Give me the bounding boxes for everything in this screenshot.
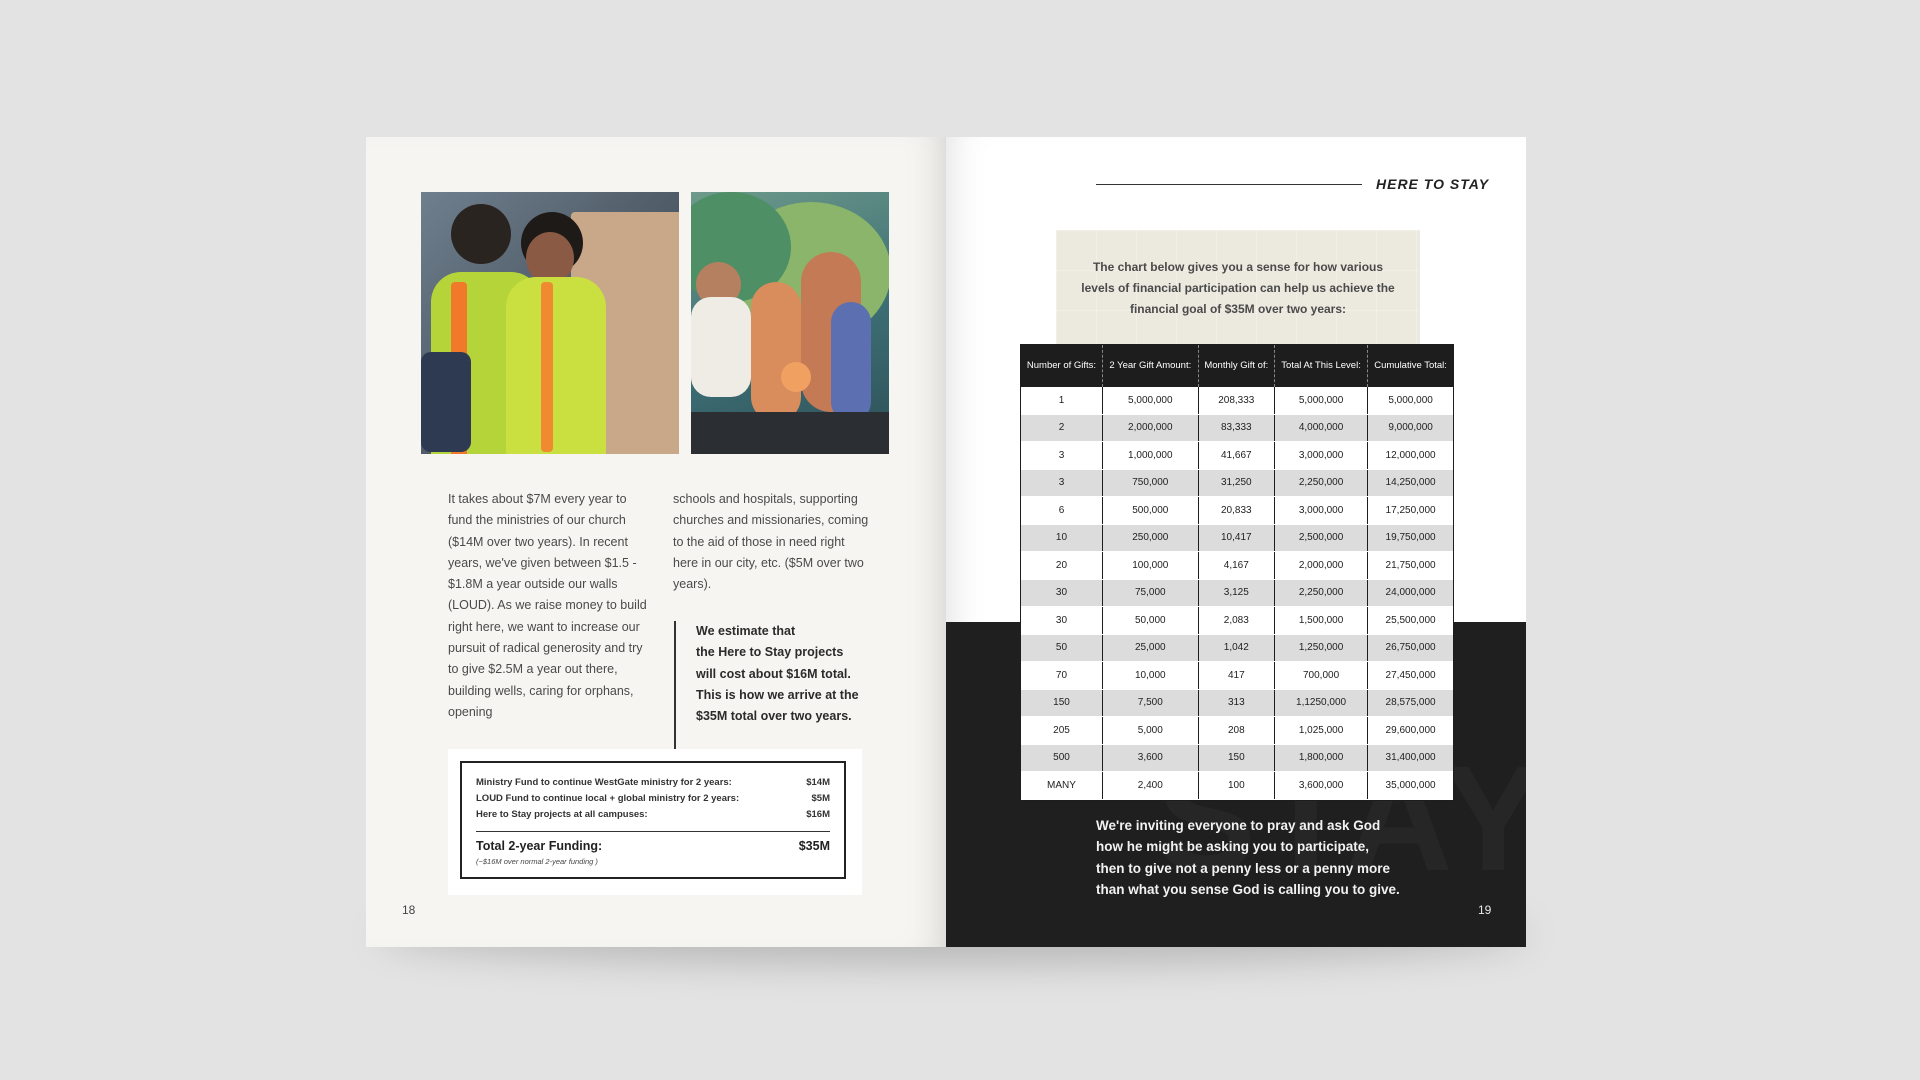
table-cell: 150 xyxy=(1198,744,1274,772)
table-cell: 5,000,000 xyxy=(1102,387,1198,414)
table-row xyxy=(1021,552,1453,580)
table-cell: 27,450,000 xyxy=(1368,662,1453,690)
table-cell: 700,000 xyxy=(1274,662,1367,690)
table-cell: 3,000,000 xyxy=(1274,442,1367,470)
table-cell: 1,1250,000 xyxy=(1274,689,1367,717)
closing-line: how he might be asking you to participate, xyxy=(1096,839,1370,855)
table-row xyxy=(1021,662,1453,690)
table-cell: 1,250,000 xyxy=(1274,634,1367,662)
left-page xyxy=(366,137,946,947)
table-cell: 1,800,000 xyxy=(1274,744,1367,772)
table-cell: 1,042 xyxy=(1198,634,1274,662)
table-cell: 2,000,000 xyxy=(1102,414,1198,442)
table-cell: 205 xyxy=(1021,717,1102,745)
table-cell: 100,000 xyxy=(1102,552,1198,580)
table-cell: 10,417 xyxy=(1198,524,1274,552)
table-cell: 25,000 xyxy=(1102,634,1198,662)
table-cell: 150 xyxy=(1021,689,1102,717)
table-cell: 30 xyxy=(1021,607,1102,635)
table-row xyxy=(1021,497,1453,525)
table-cell: 26,750,000 xyxy=(1368,634,1453,662)
column-header: Monthly Gift of: xyxy=(1198,345,1274,387)
funding-row xyxy=(476,807,830,823)
table-cell: 3,000,000 xyxy=(1274,497,1367,525)
gift-chart-table xyxy=(1021,345,1453,800)
section-header: HERE TO STAY xyxy=(1376,176,1490,192)
table-cell: 20,833 xyxy=(1198,497,1274,525)
funding-amount: $14M xyxy=(806,777,830,788)
table-row xyxy=(1021,634,1453,662)
table-cell: 28,575,000 xyxy=(1368,689,1453,717)
table-cell: 3,125 xyxy=(1198,579,1274,607)
table-cell: 30 xyxy=(1021,579,1102,607)
table-cell: 500,000 xyxy=(1102,497,1198,525)
mural-painting-photo xyxy=(691,192,889,454)
callout-line: the Here to Stay projects xyxy=(696,645,844,660)
table-cell: 417 xyxy=(1198,662,1274,690)
column-header: Total At This Level: xyxy=(1274,345,1367,387)
table-cell: 19,750,000 xyxy=(1368,524,1453,552)
table-cell: 2,500,000 xyxy=(1274,524,1367,552)
column-header: 2 Year Gift Amount: xyxy=(1102,345,1198,387)
table-row xyxy=(1021,579,1453,607)
table-cell: 1,000,000 xyxy=(1102,442,1198,470)
volunteers-in-safety-vests-photo xyxy=(421,192,679,454)
table-cell: 4,167 xyxy=(1198,552,1274,580)
table-cell: 17,250,000 xyxy=(1368,497,1453,525)
callout-line: This is how we arrive at the xyxy=(696,687,859,702)
funding-box xyxy=(460,761,846,879)
table-cell: 3 xyxy=(1021,469,1102,497)
table-cell: 10 xyxy=(1021,524,1102,552)
table-row xyxy=(1021,717,1453,745)
page-number-right: 19 xyxy=(1478,903,1492,917)
table-cell: 250,000 xyxy=(1102,524,1198,552)
table-cell: 7,500 xyxy=(1102,689,1198,717)
table-cell: 31,400,000 xyxy=(1368,744,1453,772)
intro-box xyxy=(1056,230,1420,348)
table-row xyxy=(1021,414,1453,442)
closing-line: than what you sense God is calling you to give. xyxy=(1096,881,1400,897)
table-cell: 10,000 xyxy=(1102,662,1198,690)
table-cell: 29,600,000 xyxy=(1368,717,1453,745)
table-cell: 21,750,000 xyxy=(1368,552,1453,580)
closing-line: We're inviting everyone to pray and ask God xyxy=(1096,818,1381,833)
table-cell: 50,000 xyxy=(1102,607,1198,635)
funding-amount: $16M xyxy=(806,809,830,820)
table-cell: 9,000,000 xyxy=(1368,414,1453,442)
funding-row xyxy=(476,791,830,807)
estimate-callout xyxy=(674,621,896,755)
table-cell: 3,600,000 xyxy=(1274,772,1367,800)
funding-note: (~$16M over normal 2-year funding ) xyxy=(476,857,598,866)
body-text-column-2: schools and hospitals, supporting churches and missionaries, coming to the aid of those in need right here in our city, etc. ($5M over two years). xyxy=(673,492,869,592)
funding-total-row xyxy=(476,839,830,853)
table-cell: 5,000,000 xyxy=(1368,387,1453,414)
funding-label: LOUD Fund to continue local + global ministry for 2 years: xyxy=(476,793,740,804)
column-header: Cumulative Total: xyxy=(1368,345,1453,387)
body-text-column-1: It takes about $7M every year to fund the ministries of our church ($14M over two years). In recent years, we've given between $1.5 - $1.8M a year outside our walls (LOUD). As we raise money to build right here, we want to increase our pursuit of radical generosity and try to give $2.5M a year out there, building wells, caring for orphans, opening xyxy=(448,492,647,719)
right-page xyxy=(946,137,1526,947)
table-cell: 208 xyxy=(1198,717,1274,745)
table-cell: 2,250,000 xyxy=(1274,469,1367,497)
table-cell: 4,000,000 xyxy=(1274,414,1367,442)
table-cell: 70 xyxy=(1021,662,1102,690)
table-row xyxy=(1021,744,1453,772)
table-cell: 35,000,000 xyxy=(1368,772,1453,800)
funding-label: Ministry Fund to continue WestGate ministry for 2 years: xyxy=(476,777,732,788)
table-cell: 2,400 xyxy=(1102,772,1198,800)
funding-row xyxy=(476,775,830,791)
table-cell: 1 xyxy=(1021,387,1102,414)
funding-divider xyxy=(476,831,830,832)
table-cell: 100 xyxy=(1198,772,1274,800)
table-cell: 6 xyxy=(1021,497,1102,525)
table-cell: 12,000,000 xyxy=(1368,442,1453,470)
table-cell: 313 xyxy=(1198,689,1274,717)
table-cell: 2,083 xyxy=(1198,607,1274,635)
table-cell: 5,000 xyxy=(1102,717,1198,745)
table-cell: 3 xyxy=(1021,442,1102,470)
table-cell: 14,250,000 xyxy=(1368,469,1453,497)
page-number-left: 18 xyxy=(402,903,416,917)
table-cell: 24,000,000 xyxy=(1368,579,1453,607)
table-cell: 31,250 xyxy=(1198,469,1274,497)
callout-line: We estimate that xyxy=(696,624,796,638)
table-header-row xyxy=(1021,345,1453,387)
funding-summary xyxy=(448,749,862,895)
table-cell: 25,500,000 xyxy=(1368,607,1453,635)
funding-amount: $5M xyxy=(811,793,830,804)
table-cell: 2,000,000 xyxy=(1274,552,1367,580)
table-cell: 83,333 xyxy=(1198,414,1274,442)
table-row xyxy=(1021,607,1453,635)
funding-total-amount: $35M xyxy=(798,839,830,853)
callout-line: $35M total over two years. xyxy=(696,709,852,724)
table-cell: 20 xyxy=(1021,552,1102,580)
table-cell: 500 xyxy=(1021,744,1102,772)
table-cell: 5,000,000 xyxy=(1274,387,1367,414)
table-row xyxy=(1021,772,1453,800)
table-cell: 75,000 xyxy=(1102,579,1198,607)
table-cell: 1,500,000 xyxy=(1274,607,1367,635)
closing-statement xyxy=(1096,815,1416,900)
table-cell: 41,667 xyxy=(1198,442,1274,470)
table-row xyxy=(1021,387,1453,414)
callout-line: will cost about $16M total. xyxy=(696,666,851,681)
table-row xyxy=(1021,442,1453,470)
closing-line: then to give not a penny less or a penny more xyxy=(1096,860,1391,876)
table-row xyxy=(1021,469,1453,497)
table-row xyxy=(1021,689,1453,717)
table-cell: 3,600 xyxy=(1102,744,1198,772)
header-rule xyxy=(1096,184,1362,185)
table-cell: 1,025,000 xyxy=(1274,717,1367,745)
intro-text: The chart below gives you a sense for how various levels of financial participation can help us achieve the financial goal of $35M over two years: xyxy=(1081,260,1395,316)
table-cell: 2 xyxy=(1021,414,1102,442)
funding-label: Here to Stay projects at all campuses: xyxy=(476,809,648,820)
funding-total-label: Total 2-year Funding: xyxy=(476,839,603,853)
column-header: Number of Gifts: xyxy=(1021,345,1102,387)
table-cell: 50 xyxy=(1021,634,1102,662)
table-cell: MANY xyxy=(1021,772,1102,800)
table-cell: 750,000 xyxy=(1102,469,1198,497)
table-row xyxy=(1021,524,1453,552)
table-cell: 208,333 xyxy=(1198,387,1274,414)
table-cell: 2,250,000 xyxy=(1274,579,1367,607)
